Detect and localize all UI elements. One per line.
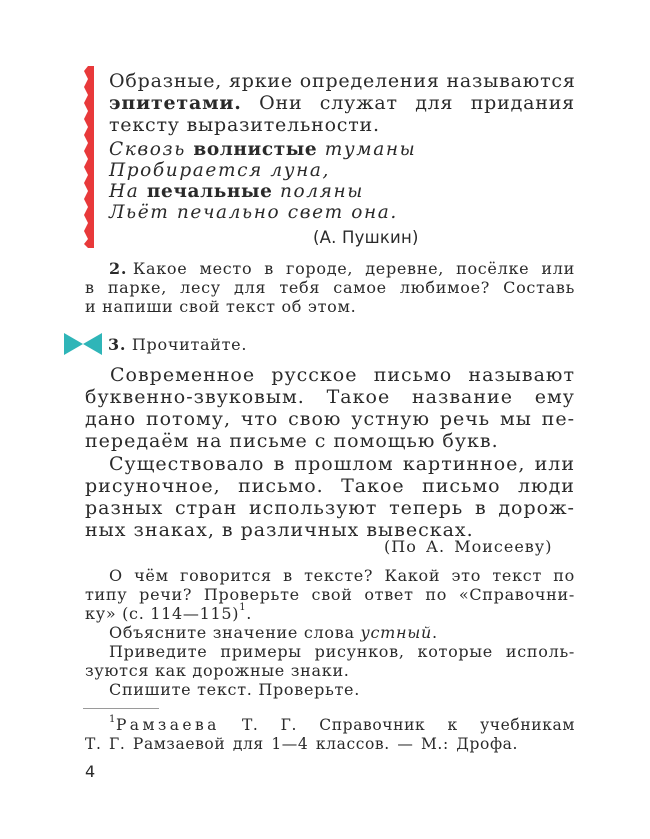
footnote-reference: 1 <box>239 602 247 613</box>
wavy-red-border-icon <box>80 66 94 248</box>
exercise-2-line-2: в парке, лесу для тебя самое любимое? Составь <box>85 278 575 297</box>
rule-line-2: эпитетами. Они служат для придания <box>109 92 575 114</box>
footnote-divider <box>83 708 159 709</box>
copy-instruction: Спишите текст. Проверьте. <box>109 680 360 699</box>
examples-line-1: Приведите примеры рисунков, которые исполь- <box>109 642 575 661</box>
text-line-5: Существовало в прошлом картинное, или <box>109 453 575 475</box>
text-line-4: передаём на письме с помощью букв. <box>85 430 499 452</box>
footnote-line-2: Т. Г. Рамзаевой для 1—4 классов. — М.: Дрофа. <box>85 735 519 753</box>
footnote-line-1: $^1$Рамзаева Т. Г. Справочник к учебникам <box>109 714 575 734</box>
text-line-2: буквенно-звуковым. Такое название ему <box>85 386 575 408</box>
poem-line-2: Пробирается луна, <box>109 160 330 181</box>
text-line-3: дано потому, что свою устную речь мы пе- <box>85 408 575 430</box>
teal-bowtie-marker-icon <box>64 333 102 355</box>
footnote-author: Рамзаева <box>115 716 220 734</box>
poem-author: (А. Пушкин) <box>313 228 419 247</box>
rule-line-3: тексту выразительности. <box>109 114 380 136</box>
exercise-3-instruction: Прочитайте. <box>131 335 248 354</box>
question-line-1: О чём говорится в тексте? Какой это текст по <box>109 566 575 585</box>
text-line-6: рисуночное, письмо. Такое письмо люди <box>85 475 575 497</box>
text-line-8: ных знаках, в различных вывесках. <box>85 519 474 541</box>
page-number: 4 <box>85 762 96 781</box>
exercise-2-number: 2. <box>109 259 128 278</box>
exercise-3-header <box>108 335 247 354</box>
rule-line-1: Образные, яркие определения называются <box>109 70 576 92</box>
poem-line-3: На печальные поляны <box>109 181 364 202</box>
text-line-7: разных стран используют теперь в дорож- <box>85 497 575 519</box>
question-line-2: типу речи? Проверьте свой ответ по «Справочни- <box>85 585 575 604</box>
examples-line-2: зуются как дорожные знаки. <box>85 661 350 680</box>
question-line-3: ку» (с. 114—115)$^1$. <box>85 602 253 623</box>
exercise-2-line-3: и напиши свой текст об этом. <box>85 297 357 316</box>
poem-line-4: Льёт печально свет она. <box>109 202 398 223</box>
text-source: (По А. Моисееву) <box>384 537 553 556</box>
word-ustny: устный <box>360 623 432 642</box>
poem-line-1: Сквозь волнистые туманы <box>109 139 417 160</box>
exercise-2-line-1: 2. Какое место в городе, деревне, посёлке или <box>109 259 575 278</box>
footnote-marker: 1 <box>109 714 116 725</box>
term-epithets: эпитетами. <box>109 92 242 114</box>
text-line-1: Современное русское письмо называют <box>110 364 575 386</box>
exercise-3-number: 3. <box>108 335 127 354</box>
explain-line: Объясните значение слова устный. <box>109 623 438 642</box>
